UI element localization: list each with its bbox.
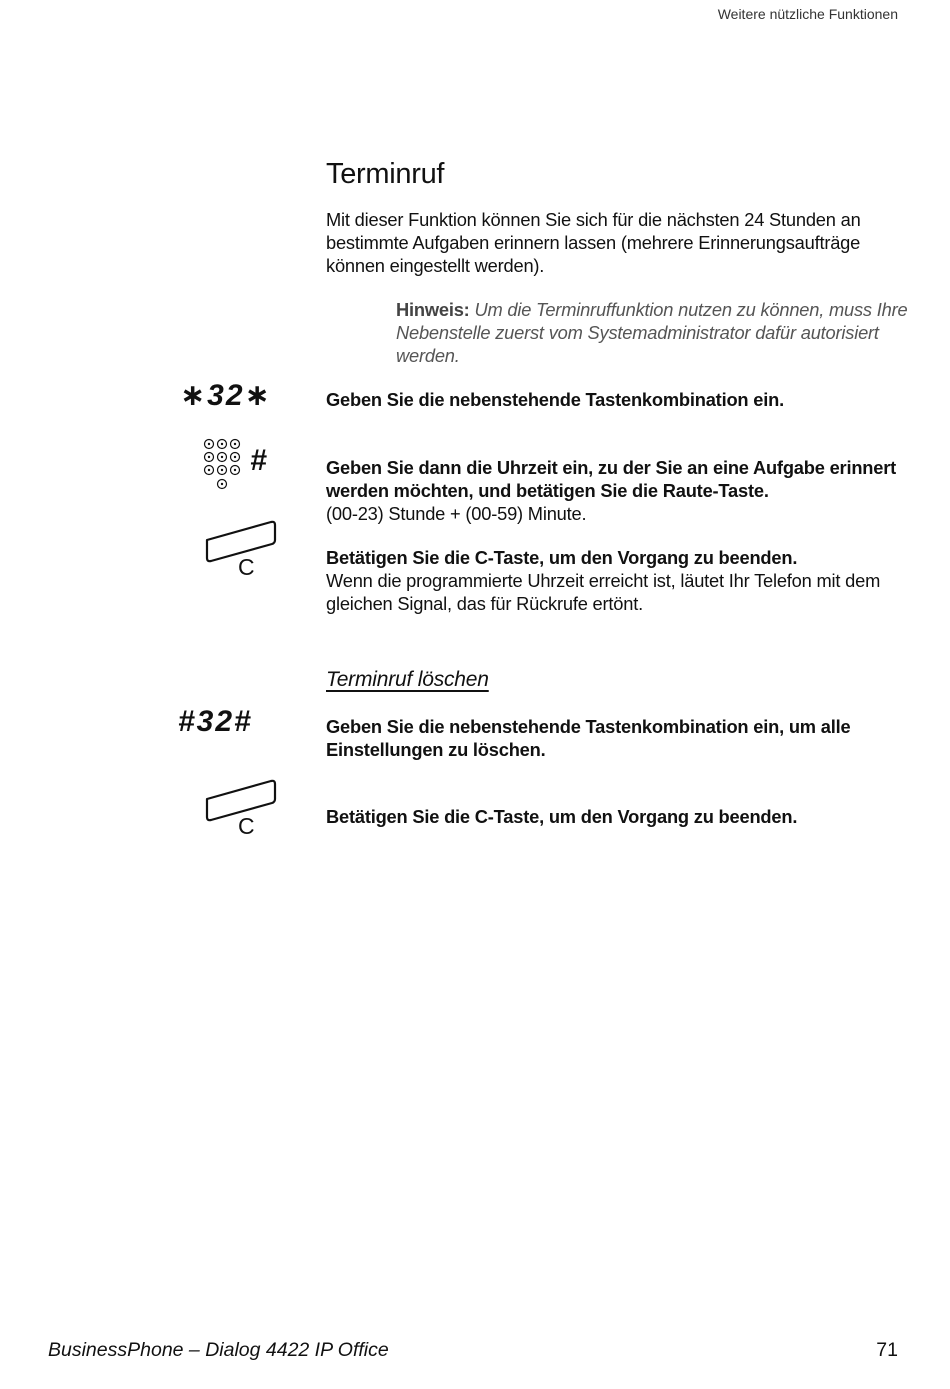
step-3-bold: Betätigen Sie die C-Taste, um den Vorgang zu beenden.: [326, 547, 798, 568]
hash-key-icon: #: [250, 444, 269, 477]
subsection-title: Terminruf löschen: [326, 668, 489, 691]
step-2-instruction: [326, 456, 916, 525]
page-number: 71: [876, 1339, 898, 1361]
keypad-icon: [203, 438, 247, 494]
key-combo-icon: ∗32∗: [180, 379, 272, 412]
key-combo-icon: #32#: [178, 705, 253, 738]
step-2-detail: (00-23) Stunde + (00-59) Minute.: [326, 503, 587, 524]
delete-step-1-instruction: Geben Sie die nebenstehende Tastenkombination ein, um alle Einstellungen zu löschen.: [326, 716, 851, 760]
note-text: Um die Terminruffunktion nutzen zu können, muss Ihre Nebenstelle zuerst vom Systemadministrator dafür autorisiert werden.: [396, 299, 908, 366]
c-key-label: C: [238, 554, 255, 580]
step-3-instruction: [326, 546, 916, 615]
c-key-label: C: [238, 813, 255, 839]
step-2-bold: Geben Sie dann die Uhrzeit ein, zu der Sie an eine Aufgabe erinnert werden möchten, und betätigen Sie die Raute-Taste.: [326, 457, 897, 501]
note-block: [396, 298, 916, 367]
delete-step-2-instruction: Betätigen Sie die C-Taste, um den Vorgang zu beenden.: [326, 806, 798, 827]
running-header: Weitere nützliche Funktionen: [717, 6, 898, 22]
step-3-detail: Wenn die programmierte Uhrzeit erreicht ist, läutet Ihr Telefon mit dem gleichen Signal, das für Rückrufe ertönt.: [326, 570, 881, 614]
intro-paragraph: Mit dieser Funktion können Sie sich für die nächsten 24 Stunden an bestimmte Aufgaben erinnern lassen (mehrere Erinnerungsaufträge können eingestellt werden).: [326, 209, 861, 276]
step-1-instruction: Geben Sie die nebenstehende Tastenkombination ein.: [326, 389, 784, 410]
page-title: Terminruf: [326, 158, 445, 190]
note-label: Hinweis:: [396, 299, 470, 320]
footer-title: BusinessPhone – Dialog 4422 IP Office: [48, 1339, 389, 1361]
